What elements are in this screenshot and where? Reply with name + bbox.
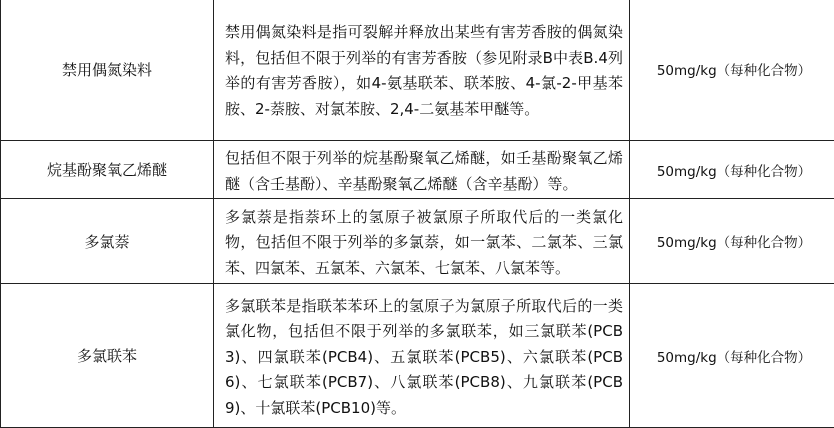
table-row bbox=[1, 0, 834, 141]
substance-description-cell: 包括但不限于列举的烷基酚聚氧乙烯醚，如壬基酚聚氧乙烯醚（含壬基酚）、辛基酚聚氧乙烯醚（含辛基酚）等。 bbox=[214, 141, 630, 199]
table-row bbox=[1, 284, 834, 428]
substance-description-cell: 多氯萘是指萘环上的氢原子被氯原子所取代后的一类氯化物，包括但不限于列举的多氯萘，如一氯苯、二氯苯、三氯苯、四氯苯、五氯苯、六氯苯、七氯苯、八氯苯等。 bbox=[214, 199, 630, 284]
substance-name-cell: 禁用偶氮染料 bbox=[1, 0, 214, 141]
substance-limit-cell: 50mg/kg（每种化合物） bbox=[630, 284, 834, 428]
substance-description-cell: 多氯联苯是指联苯苯环上的氢原子为氯原子所取代后的一类氯化物，包括但不限于列举的多氯联苯，如三氯联苯(PCB3)、四氯联苯(PCB4)、五氯联苯(PCB5)、六氯联苯(PCB6)、七氯联苯(PCB7)、八氯联苯(PCB8)、九氯联苯(PCB9)、十氯联苯(PCB10)等。 bbox=[214, 284, 630, 428]
table-row bbox=[1, 141, 834, 199]
substance-limit-cell: 50mg/kg（每种化合物） bbox=[630, 141, 834, 199]
substance-name-cell: 多氯联苯 bbox=[1, 284, 214, 428]
substance-name-cell: 多氯萘 bbox=[1, 199, 214, 284]
table-row bbox=[1, 199, 834, 284]
substance-description-cell: 禁用偶氮染料是指可裂解并释放出某些有害芳香胺的偶氮染料，包括但不限于列举的有害芳香胺（参见附录B中表B.4列举的有害芳香胺），如4-氨基联苯、联苯胺、4-氯-2-甲基苯胺、2-萘胺、对氯苯胺、2,4-二氨基苯甲醚等。 bbox=[214, 0, 630, 141]
substance-limit-cell: 50mg/kg（每种化合物） bbox=[630, 0, 834, 141]
substance-name-cell: 烷基酚聚氧乙烯醚 bbox=[1, 141, 214, 199]
substance-limit-cell: 50mg/kg（每种化合物） bbox=[630, 199, 834, 284]
